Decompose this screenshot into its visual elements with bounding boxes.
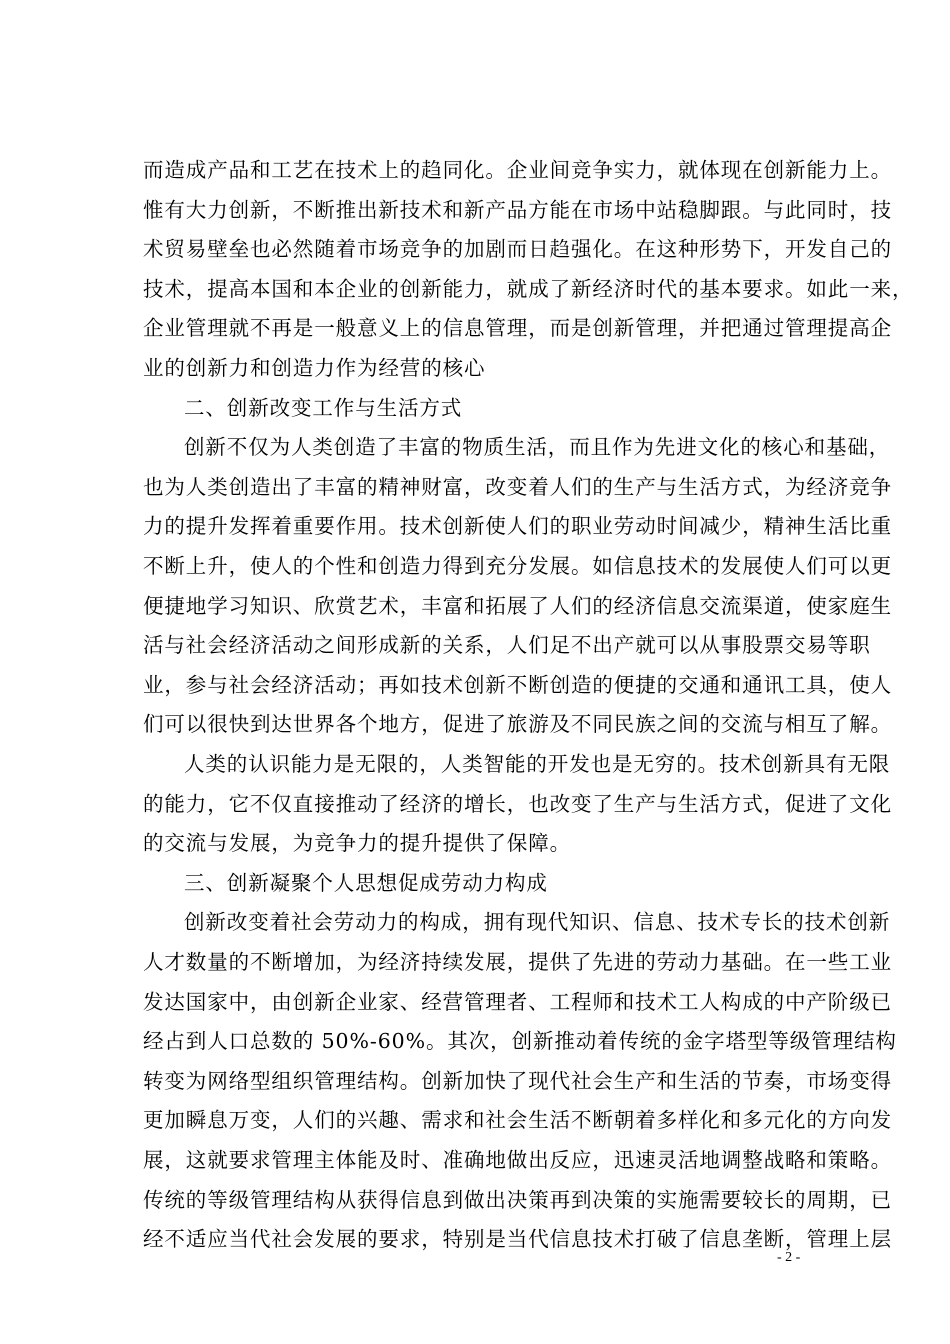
text-line: 的能力，它不仅直接推动了经济的增长，也改变了生产与生活方式，促进了文化 — [143, 791, 892, 816]
text-line: 经不适应当代社会发展的要求，特别是当代信息技术打破了信息垄断，管理上层 — [143, 1227, 892, 1252]
text-line: 也为人类创造出了丰富的精神财富，改变着人们的生产与生活方式，为经济竞争 — [143, 474, 892, 499]
text-line: 而造成产品和工艺在技术上的趋同化。企业间竞争实力，就体现在创新能力上。 — [143, 158, 892, 182]
text-line: 便捷地学习知识、欣赏艺术，丰富和拓展了人们的经济信息交流渠道，使家庭生 — [143, 593, 892, 618]
text-line: 创新改变着社会劳动力的构成，拥有现代知识、信息、技术专长的技术创新 — [184, 910, 891, 935]
text-line: 创新不仅为人类创造了丰富的物质生活，而且作为先进文化的核心和基础， — [184, 435, 891, 460]
text-line: 三、创新凝聚个人思想促成劳动力构成 — [184, 870, 548, 895]
text-line: 传统的等级管理结构从获得信息到做出决策再到决策的实施需要较长的周期，已 — [143, 1187, 892, 1212]
text-line: 的交流与发展，为竞争力的提升提供了保障。 — [143, 831, 571, 856]
text-line: 人才数量的不断增加，为经济持续发展，提供了先进的劳动力基础。在一些工业 — [143, 950, 892, 974]
text-line: 转变为网络型组织管理结构。创新加快了现代社会生产和生活的节奏，市场变得 — [143, 1068, 892, 1093]
text-line: 展，这就要求管理主体能及时、准确地做出反应，迅速灵活地调整战略和策略。 — [143, 1148, 892, 1172]
text-line: 企业管理就不再是一般意义上的信息管理，而是创新管理，并把通过管理提高企 — [143, 316, 892, 341]
text-line: 更加瞬息万变，人们的兴趣、需求和社会生活不断朝着多样化和多元化的方向发 — [143, 1108, 892, 1133]
text-line: 不断上升，使人的个性和创造力得到充分发展。如信息技术的发展使人们可以更 — [143, 554, 892, 578]
text-line: 发达国家中，由创新企业家、经营管理者、工程师和技术工人构成的中产阶级已 — [143, 989, 892, 1014]
text-line: 业的创新力和创造力作为经营的核心 — [143, 356, 486, 380]
text-line: 技术，提高本国和本企业的创新能力，就成了新经济时代的基本要求。如此一来， — [143, 276, 914, 301]
text-line: 力的提升发挥着重要作用。技术创新使人们的职业劳动时间减少，精神生活比重 — [143, 514, 892, 539]
text-line: 惟有大力创新，不断推出新技术和新产品方能在市场中站稳脚跟。与此同时，技 — [143, 197, 892, 222]
text-line: 活与社会经济活动之间形成新的关系，人们足不出产就可以从事股票交易等职 — [143, 633, 871, 658]
page-number: - 2 - — [777, 1250, 801, 1265]
text-line: 经占到人口总数的 50%-60%。其次，创新推动着传统的金字塔型等级管理结构 — [143, 1029, 897, 1054]
text-line: 人类的认识能力是无限的，人类智能的开发也是无穷的。技术创新具有无限 — [184, 752, 891, 776]
text-line: 们可以很快到达世界各个地方，促进了旅游及不同民族之间的交流与相互了解。 — [143, 712, 892, 737]
text-line: 二、创新改变工作与生活方式 — [184, 395, 463, 420]
text-line: 业，参与社会经济活动；再如技术创新不断创造的便捷的交通和通讯工具，使人 — [143, 672, 892, 697]
text-line: 术贸易壁垒也必然随着市场竞争的加剧而日趋强化。在这种形势下，开发自己的 — [143, 237, 892, 262]
